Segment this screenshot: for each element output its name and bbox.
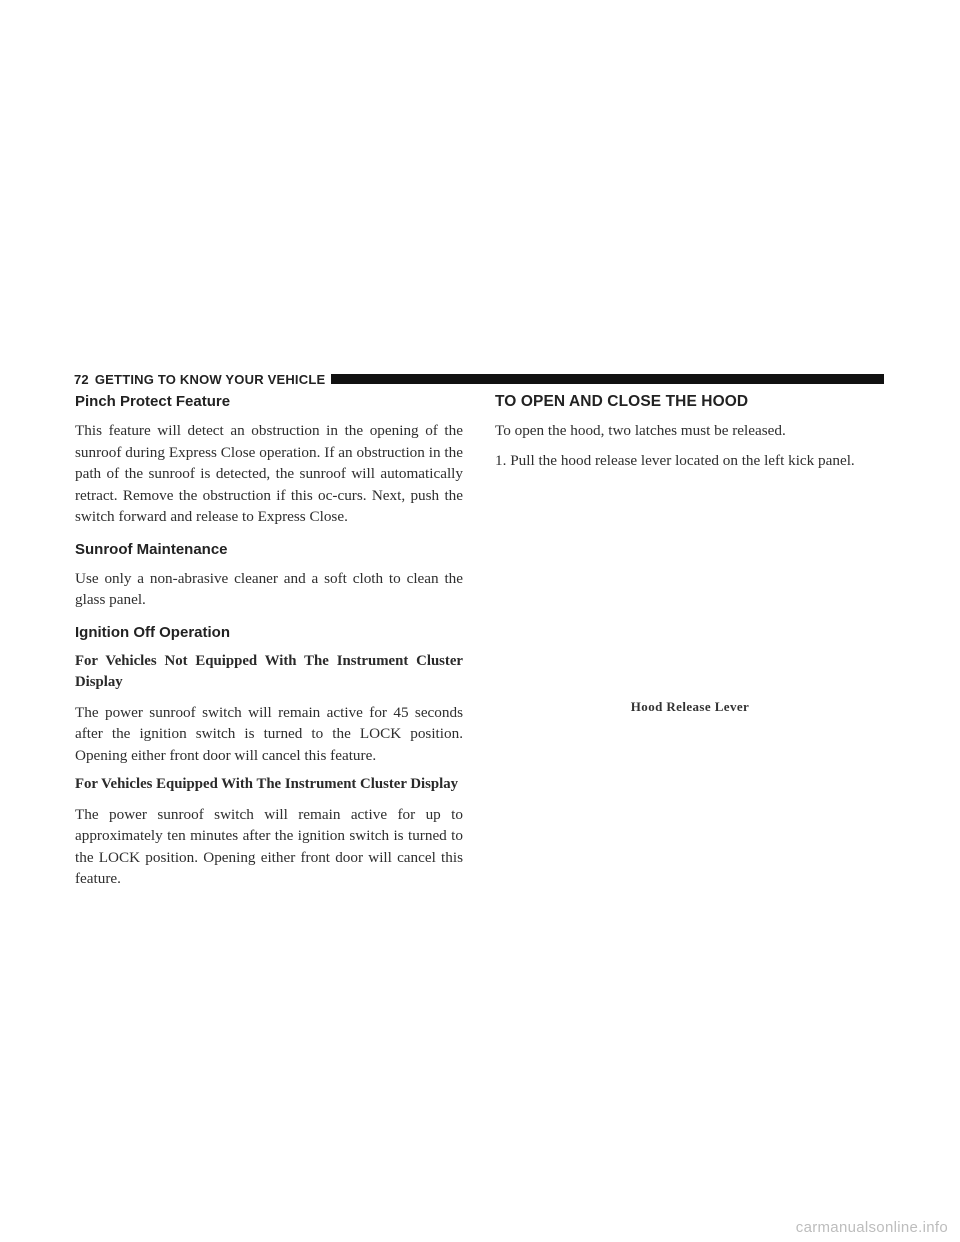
header-rule	[331, 374, 884, 384]
ignition-off-heading: Ignition Off Operation	[75, 623, 230, 641]
open-close-hood-heading: TO OPEN AND CLOSE THE HOOD	[495, 393, 749, 410]
sunroof-maintenance-heading: Sunroof Maintenance	[75, 540, 228, 558]
hood-step-1: 1. Pull the hood release lever located on the left kick panel.	[495, 451, 855, 469]
section-title: GETTING TO KNOW YOUR VEHICLE	[94, 371, 326, 387]
pinch-protect-heading: Pinch Protect Feature	[75, 393, 231, 410]
left-column	[75, 392, 463, 890]
sunroof-maintenance-body: Use only a non-abrasive cleaner and a soft cloth to clean the glass panel.	[75, 569, 463, 608]
right-column	[495, 392, 887, 471]
hood-intro: To open the hood, two latches must be released.	[495, 422, 786, 439]
not-equipped-heading: For Vehicles Not Equipped With The Instrument Cluster Display	[75, 652, 463, 690]
equipped-body: The power sunroof switch will remain active for up to approximately ten minutes after the ignition switch is turned to the LOCK position. Opening either front door will cancel this feature.	[75, 805, 463, 887]
watermark: carmanualsonline.info	[795, 1219, 948, 1236]
pinch-protect-body: This feature will detect an obstruction in the opening of the sunroof during Express Close operation. If an obstruction in the path of the sunroof is detected, the sunroof will automatically retract. Remove the obstruction if this oc-curs. Next, push the switch forward and release to Express Close.	[75, 422, 463, 525]
page-number: 72	[74, 371, 89, 387]
equipped-heading: For Vehicles Equipped With The Instrument Cluster Display	[75, 776, 459, 792]
page-header	[74, 369, 884, 389]
not-equipped-body: The power sunroof switch will remain active for 45 seconds after the ignition switch is turned to the LOCK position. Opening either front door will cancel this feature.	[75, 703, 463, 764]
hood-release-figure	[495, 478, 885, 693]
figure-caption: Hood Release Lever	[630, 699, 750, 714]
